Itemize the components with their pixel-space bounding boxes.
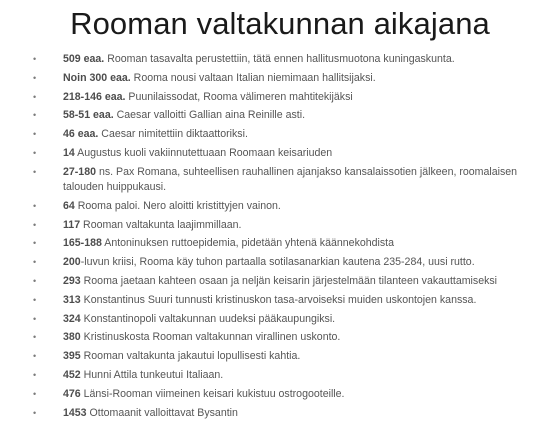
item-year: 64 — [63, 199, 75, 212]
item-text: Rooman valtakunta jakautui lopullisesti kahtia. — [80, 350, 301, 363]
list-item — [0, 291, 560, 310]
bullet-icon: • — [33, 238, 37, 249]
bullet-icon: • — [33, 219, 37, 230]
bullet-icon: • — [33, 388, 37, 399]
item-year: 14 — [63, 146, 75, 159]
item-text: Hunni Attila tunkeutui Italiaan. — [80, 368, 224, 381]
item-text: Rooma paloi. Nero aloitti kristittyjen vainon. — [74, 199, 281, 212]
item-year: 476 — [63, 387, 81, 400]
bullet-icon: • — [33, 91, 37, 102]
item-text: Rooman tasavalta perustettiin, tätä ennen hallitusmuotona kuningaskunta. — [104, 53, 455, 65]
item-year: 509 eaa. — [63, 53, 105, 65]
item-year: 313 — [63, 293, 81, 306]
list-item — [0, 106, 560, 125]
bullet-icon: • — [33, 294, 37, 305]
item-text: Ottomaanit valloittavat Bysantin — [86, 406, 238, 419]
item-year: 1453 — [63, 406, 87, 419]
bullet-icon: • — [33, 110, 37, 121]
bullet-icon: • — [33, 407, 37, 418]
list-item — [0, 366, 560, 385]
item-year: 380 — [63, 331, 81, 344]
item-text: Puunilaissodat, Rooma välimeren mahtitekijäksi — [125, 90, 353, 103]
bullet-icon: • — [33, 54, 37, 64]
bullet-icon: • — [33, 72, 37, 83]
item-text: Augustus kuoli vakiinnutettuaan Roomaan keisariuden — [74, 146, 333, 159]
item-year: 200 — [63, 256, 81, 269]
bullet-icon: • — [33, 332, 37, 343]
list-item — [0, 347, 560, 366]
item-text: Rooma jaetaan kahteen osaan ja neljän keisarin järjestelmään tilanteen vakauttamiseksi — [80, 274, 498, 287]
item-text: Rooman valtakunta laajimmillaan. — [80, 218, 242, 231]
list-item — [0, 144, 560, 163]
list-item — [0, 310, 560, 329]
item-year: 293 — [63, 274, 81, 287]
timeline-list — [0, 50, 560, 422]
item-text: Konstantinopoli valtakunnan uudeksi pääkaupungiksi. — [80, 312, 336, 325]
item-year: 46 eaa. — [63, 128, 99, 141]
bullet-icon: • — [33, 200, 37, 211]
item-text: ns. Pax Romana, suhteellisen rauhallinen ajanjakso kansalaissotien jälkeen, roomalaisen talouden huippukausi. — [63, 165, 518, 193]
item-text: Kristinuskosta Rooman valtakunnan virallinen uskonto. — [80, 331, 341, 344]
list-item — [0, 385, 560, 404]
item-text: Rooma nousi valtaan Italian niemimaan hallitsijaksi. — [130, 71, 376, 84]
bullet-icon: • — [33, 369, 37, 380]
list-item — [0, 272, 560, 291]
item-year: 27-180 — [63, 165, 96, 178]
list-item — [0, 125, 560, 144]
bullet-icon: • — [33, 166, 37, 177]
list-item — [0, 88, 560, 107]
list-item — [0, 404, 560, 422]
item-text: Konstantinus Suuri tunnusti kristinuskon tasa-arvoiseksi muiden uskontojen kanssa. — [80, 293, 477, 306]
item-text: Caesar nimitettiin diktaattoriksi. — [98, 128, 248, 141]
item-year: 395 — [63, 350, 81, 363]
bullet-icon: • — [33, 147, 37, 158]
slide-title: Rooman valtakunnan aikajana — [70, 6, 490, 41]
item-text: Antoninuksen ruttoepidemia, pidetään yhtenä käännekohdista — [101, 237, 395, 250]
bullet-icon: • — [33, 351, 37, 362]
list-item — [0, 163, 560, 197]
bullet-icon: • — [33, 275, 37, 286]
item-text: -luvun kriisi, Rooma käy tuhon partaalla sotilasanarkian kautena 235-284, uusi rutto. — [80, 256, 475, 269]
list-item — [0, 253, 560, 272]
item-year: 165-188 — [63, 237, 102, 250]
bullet-icon: • — [33, 129, 37, 140]
item-text: Länsi-Rooman viimeinen keisari kukistuu ostrogooteille. — [80, 387, 345, 400]
item-year: 218-146 eaa. — [63, 90, 126, 103]
bullet-icon: • — [33, 257, 37, 268]
list-item — [0, 328, 560, 347]
item-year: 58-51 eaa. — [63, 109, 114, 122]
list-item — [0, 50, 560, 69]
item-year: 117 — [63, 218, 81, 231]
item-year: 452 — [63, 368, 81, 381]
item-year: Noin 300 eaa. — [63, 71, 131, 84]
item-year: 324 — [63, 312, 81, 325]
bullet-icon: • — [33, 313, 37, 324]
list-item — [0, 197, 560, 216]
list-item — [0, 69, 560, 88]
item-text: Caesar valloitti Gallian aina Reinille asti. — [113, 109, 306, 122]
list-item — [0, 234, 560, 253]
list-item — [0, 216, 560, 235]
